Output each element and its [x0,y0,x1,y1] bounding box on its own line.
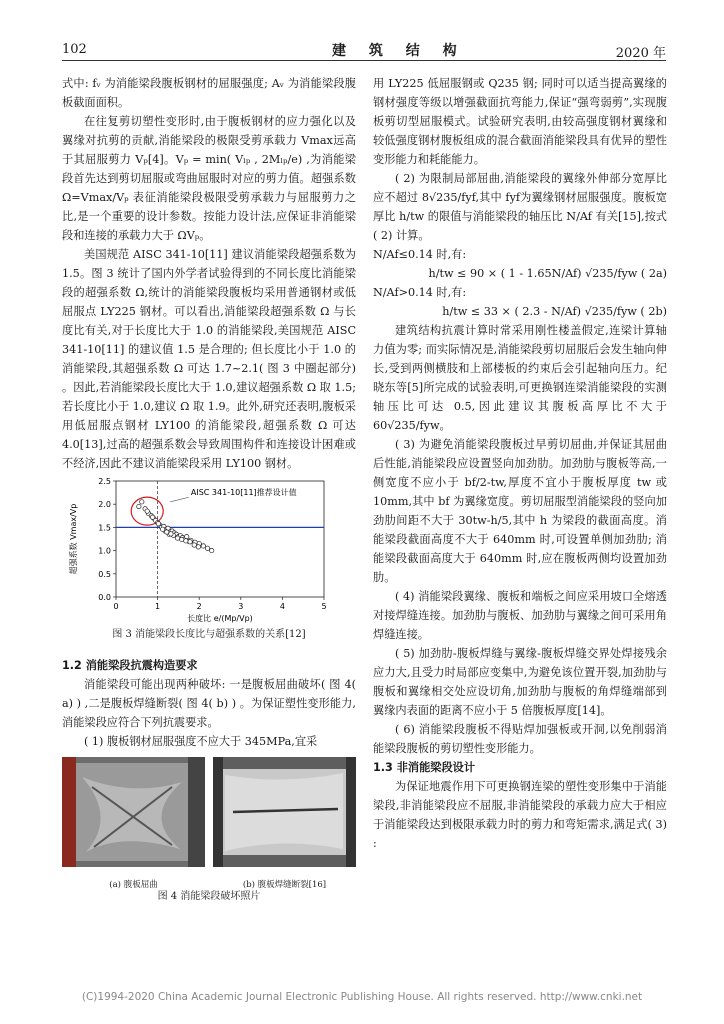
plot-frame [116,481,324,597]
page-number: 102 [62,42,87,57]
paragraph: ( 5) 加劲肋-腹板焊缝与翼缘-腹板焊缝交界处焊接残余应力大,且受力时局部应变集中,为避免该位置开裂,加劲肋与腹板和翼缘相交处应设切角,加劲肋与腹板的角焊缝端部到翼缘内表面的距离不应小于 5 倍腹板厚度[14]。 [373,647,667,717]
data-point [165,530,169,534]
x-tick-label: 1 [155,602,161,611]
photo-a-panel [62,757,205,890]
x-tick-label: 0 [113,602,119,611]
photo-weld-fracture [213,757,356,867]
y-tick-label: 0.5 [98,569,111,579]
data-point [188,540,192,544]
photo-b-panel [213,757,356,890]
paragraph: 消能梁段可能出现两种破坏: 一是腹板屈曲破坏( 图 4( a) ) ,二是腹板焊缝断裂( 图 4( b) ) 。为保证塑性变形能力,消能梁段应符合下列抗震要求。 [62,678,356,729]
photo-web-buckling [62,757,205,867]
data-point [137,504,141,508]
data-point [180,537,184,541]
left-column [62,74,356,918]
condition-text: N/Af>0.14 时,有: [373,286,467,299]
photo-a-caption: (a) 腹板屈曲 [109,880,158,890]
data-point [209,548,213,552]
paragraph: 为保证地震作用下可更换钢连梁的塑性变形集中于消能梁段,非消能梁段应不屈服,非消能梁段的承载力应大于相应于消能梁段达到极限承载力时的剪力和弯矩需求,满足式( 3) : [373,780,667,850]
data-point [201,544,205,548]
paragraph: ( 1) 腹板钢材屈服强度不应大于 345MPa,宜采 [84,735,318,748]
y-tick-label: 1.5 [98,523,111,533]
paragraph: ( 2) 为限制局部屈曲,消能梁段的翼缘外伸部分宽厚比应不超过 8√235/fyf,其中 fyf为翼缘钢材屈服强度。腹板宽厚比 h/tw 的限值与消能梁段的轴压比 N/Af 有关[15],按式( 2) 计算。 [373,172,667,242]
paragraph: 式中: fᵥ 为消能梁段腹板钢材的屈服强度; Aᵥ 为消能梁段腹板截面面积。 [62,77,356,109]
x-tick-label: 3 [238,602,244,611]
figure-4-caption: 图 4 消能梁段破坏照片 [157,891,261,902]
data-point [192,543,196,547]
copyright-footer: (C)1994-2020 China Academic Journal Electronic Publishing House. All rights reserved. http://www.cnki.net [81,991,643,1003]
y-tick-label: 0.0 [98,593,111,602]
data-point [160,527,164,531]
scatter-plot [62,475,356,623]
x-tick-label: 4 [279,602,285,611]
running-header [62,38,666,61]
x-tick-label: 5 [321,602,327,611]
y-axis-label: 超强系数 Vmax/Vp [69,503,78,575]
journal-title: 建 筑 结 构 [332,43,466,59]
paragraph: ( 3) 为避免消能梁段腹板过早剪切屈曲,并保证其屈曲后性能,消能梁段应设置竖向加劲肋。加劲肋与腹板等高,一侧宽度不应小于 bf/2-tw,厚度不宜小于腹板厚度 tw 或 10mm,其中 bf 为翼缘宽度。剪切屈服型消能梁段的竖向加劲肋间距不大于 30tw-h/5,其中 h 为梁段的截面高度。消能梁段截面高度不大于 640mm 时,可设置单侧加劲肋; 消能梁段截面高度大于 640mm 时,应在腹板两侧均设置加劲肋。 [373,438,667,584]
data-point [175,536,179,540]
paragraph: ( 6) 消能梁段腹板不得贴焊加强板或开洞,以免削弱消能梁段腹板的剪切塑性变形能力。 [373,723,667,755]
condition-text: N/Af≤0.14 时,有: [373,248,467,261]
x-tick-label: 2 [196,602,202,611]
paragraph: 用 LY225 低屈服钢或 Q235 钢; 同时可以适当提高翼缘的钢材强度等级以增强截面抗弯能力,保证“强弯弱剪”,实现腹板剪切型屈服模式。试验研究表明,由较高强度钢材翼缘和较低强度钢材腹板组成的混合截面消能梁段具有优异的塑性变形能力和耗能能力。 [373,77,667,166]
paragraph: 美国规范 AISC 341-10[11] 建议消能梁段超强系数为 1.5。图 3 统计了国内外学者试验得到的不同长度比消能梁段的超强系数 Ω,统计的消能梁段腹板均采用普通钢材或低屈服点 LY225 钢材。可以看出,消能梁段超强系数 Ω 与长度比有关,对于长度比大于 1.0 的消能梁段,美国规范 AISC 341-10[11] 的建议值 1.5 是合理的; 但长度比小于 1.0 的消能梁段,其超强系数 Ω 可达 1.7~2.1( 图 3 中圈起部分) 。因此,若消能梁段长度比大于 1.0,建议超强系数 Ω 取 1.5; 若长度比小于 1.0,建议 Ω 取 1.9。此外,研究还表明,腹板采用低屈服点钢材 LY100 的消能梁段,超强系数 Ω 可达 4.0[13],过高的超强系数会导致周围构件和连接设计困难或不经济,因此不建议消能梁段采用 LY100 钢材。 [62,248,356,470]
y-tick-label: 2.0 [98,500,111,510]
paragraph: 在往复剪切塑性变形时,由于腹板钢材的应力强化以及翼缘对抗剪的贡献,消能梁段的极限受剪承载力 Vmax远高于其屈服剪力 Vₚ[4]。Vₚ = min( Vₗₚ , 2Mₗₚ/e) ,为消能梁段首先达到剪切屈服或弯曲屈服时对应的剪力值。超强系数 Ω=Vmax/Vₚ 表征消能梁段极限受剪承载力与屈服剪力之比,是一个重要的设计参数。按能力设计法,应保证非消能梁段和连接的承载力大于 ΩVₚ。 [62,115,356,242]
data-point [205,546,209,550]
y-tick-label: 2.5 [98,477,111,486]
figure-4-photos [62,757,356,890]
data-point [185,534,189,538]
reference-label-leader [170,497,189,502]
photo-b-caption: (b) 腹板焊缝断裂[16] [242,880,327,890]
data-point [150,515,154,519]
paragraph: ( 4) 消能梁段翼缘、腹板和端板之间应采用坡口全熔透对接焊缝连接。加劲肋与腹板、加劲肋与翼缘之间可采用角焊缝连接。 [373,590,667,641]
figure-3-caption: 图 3 消能梁段长度比与超强系数的关系[12] [112,629,306,640]
data-point [156,521,160,525]
data-point [145,509,149,513]
data-point [196,545,200,549]
right-column [373,74,667,853]
reference-line-label: AISC 341-10[11]推荐设计值 [190,487,297,497]
figure-3-chart [62,475,356,623]
x-axis-label: 长度比 e/(Mp/Vp) [187,614,253,623]
journal-year: 2020 年 [615,46,666,61]
data-point [169,532,173,536]
paragraph: 建筑结构抗震计算时常采用刚性楼盖假定,连梁计算轴力值为零; 而实际情况是,消能梁段剪切屈服后会发生轴向伸长,受到两侧横肢和上部楼板的约束后会引起轴向压力。纪晓东等[5]所完成的试验表明,可更换钢连梁消能梁段的实测轴压比可达 0.5,因此建议其腹板高厚比不大于 60√235/fyw。 [373,324,667,432]
equation-2a: h/tw ≤ 90 × ( 1 - 1.65N/Af) √235/fyw ( 2a) [428,267,667,280]
y-tick-label: 1.0 [98,546,111,556]
equation-2b: h/tw ≤ 33 × ( 2.3 - N/Af) √235/fyw ( 2b) [442,305,667,318]
data-point [140,500,144,504]
section-heading-1-2: 1.2 消能梁段抗震构造要求 [62,659,198,672]
data-point [184,539,188,543]
section-heading-1-3: 1.3 非消能梁段设计 [373,761,476,774]
